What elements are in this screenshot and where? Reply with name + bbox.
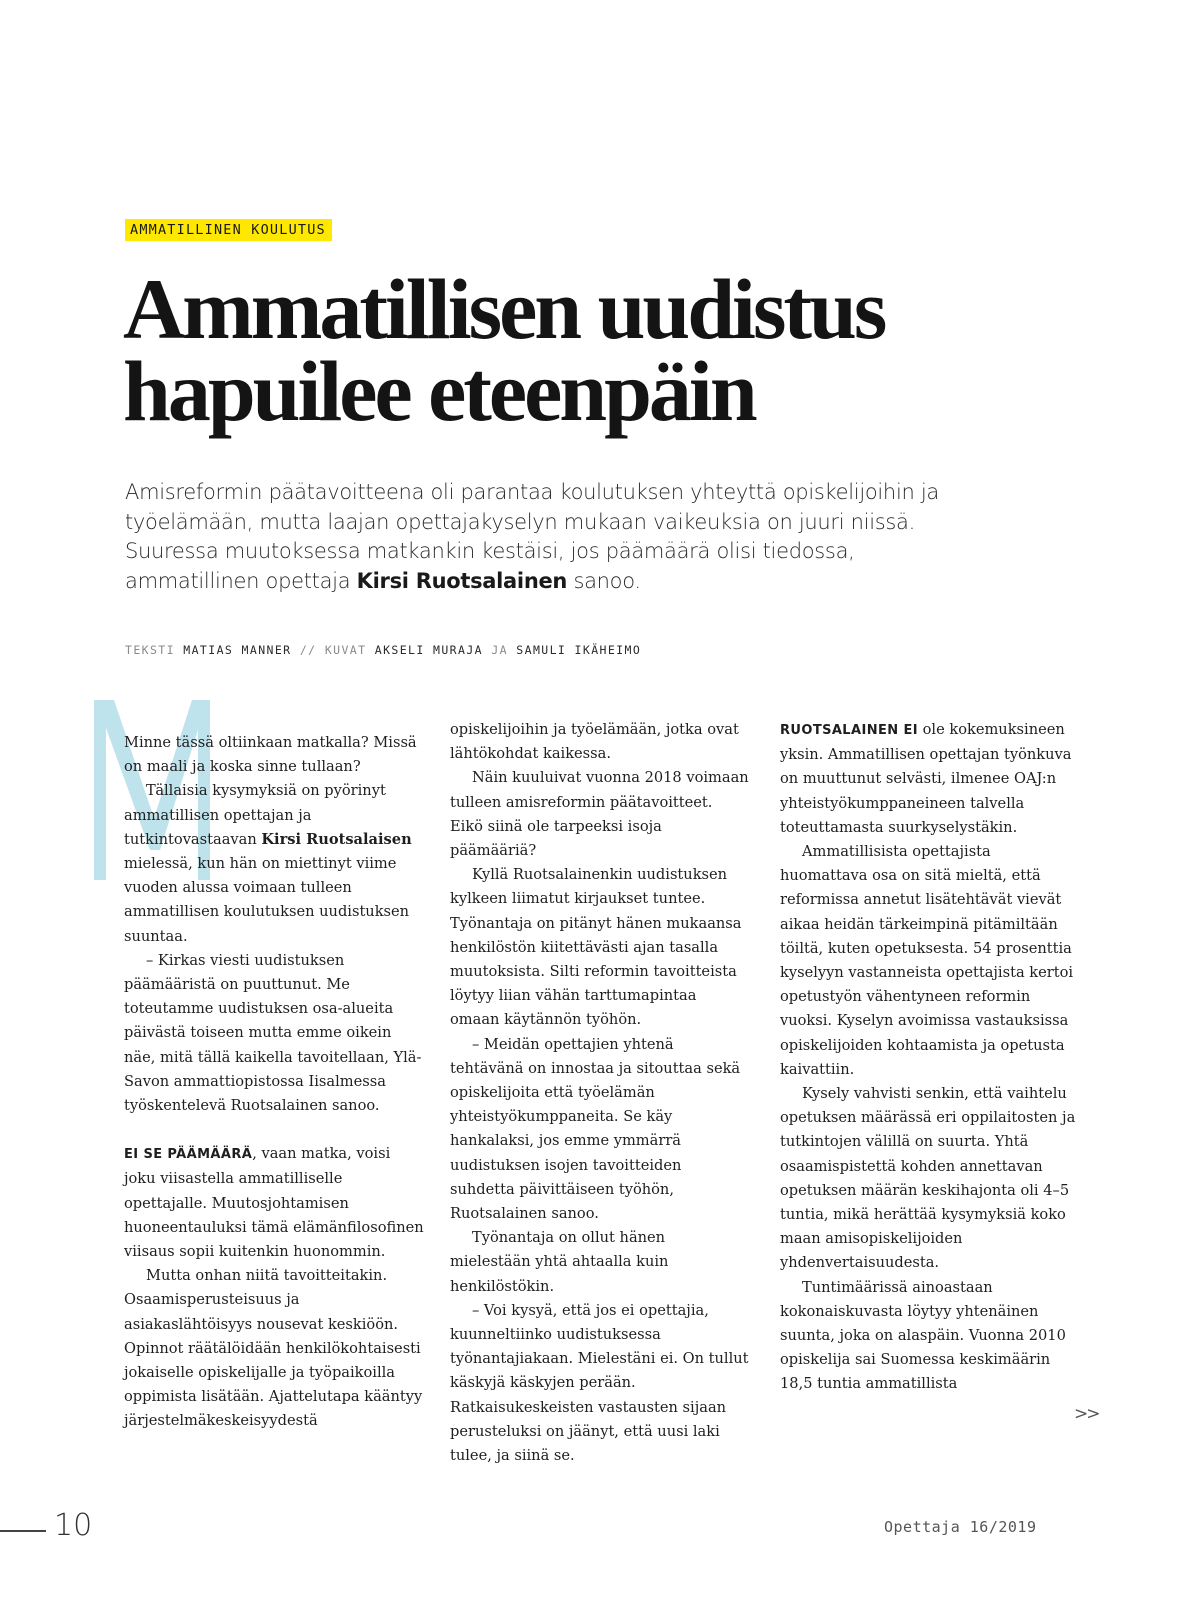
byline-photographer-1: AKSELI MURAJA	[374, 643, 483, 657]
continue-arrow-icon: >>	[1074, 1404, 1099, 1424]
paragraph-text: , vaan matka, voisi joku viisastella ammatilliselle opettajalle. Muutosjohtamisen huoneentauluksi tämä elämänfilosofinen viisaus sopii kuitenkin huonommin.	[124, 1145, 424, 1261]
paragraph-text: mielessä, kun hän on miettinyt viime vuoden alussa voimaan tulleen ammatillisen koulutuksen uudistuksen suuntaa.	[124, 855, 410, 945]
paragraph-text: Tällaisia kysymyksiä on pyörinyt ammatillisen opettajan ja tutkintovastaavan	[124, 782, 386, 848]
headline-line-1: Ammatillisen uudistus	[123, 261, 885, 357]
magazine-issue: Opettaja 16/2019	[884, 1518, 1037, 1536]
article-column-2	[450, 718, 750, 1468]
article-column-1	[124, 731, 424, 1434]
article-lead	[125, 478, 945, 596]
paragraph: Kyllä Ruotsalainenkin uudistuksen kylkeen liimatut kirjaukset tuntee. Työnantaja on pitänyt hänen mukaansa henkilöstön kiitettävästi ajan tasalla muutoksista. Silti reformin tavoitteista löytyy liian vähän tarttumapintaa omaan käytännön työhön.	[450, 866, 742, 1029]
byline-photos-label: KUVAT	[324, 643, 367, 657]
byline-and: JA	[491, 643, 508, 657]
paragraph: Kysely vahvisti senkin, että vaihtelu opetuksen määrässä eri oppilaitosten ja tutkintojen välillä on suurta. Yhtä osaamispistettä kohden annettavan opetuksen määrän keskihajonta oli 4–5 tuntia, mikä herättää kysymyksiä koko maan amisopiskelijoiden yhdenvertaisuudesta.	[780, 1085, 1076, 1272]
lead-text: Amisreformin päätavoitteena oli parantaa koulutuksen yhteyttä opiskelijoihin ja työelämään, mutta laajan opettajakyselyn mukaan vaikeuksia on juuri niissä. Suuressa muutoksessa matkankin kestäisi, jos päämäärä olisi tiedossa, ammatillinen opettaja	[125, 480, 939, 593]
byline-separator: //	[299, 643, 317, 657]
section-lead-in: RUOTSALAINEN EI	[780, 723, 918, 738]
lead-text-end: sanoo.	[567, 568, 641, 593]
paragraph	[780, 718, 1080, 840]
paragraph	[124, 779, 424, 948]
byline-author: MATIAS MANNER	[183, 643, 292, 657]
paragraph: Ammatillisista opettajista huomattava osa on sitä mieltä, että reformissa annetut lisätehtävät vievät aikaa heidän tärkeimpinä pitämiltään töiltä, kuten opetuksesta. 54 prosenttia kyselyyn vastanneista opettajista kertoi opetustyön vähentyneen reformin vuoksi. Kyselyn avoimissa vastauksissa opiskelijoiden kohtaamista ja opetusta kaivattiin.	[780, 843, 1074, 1078]
page-number: 10	[54, 1508, 93, 1543]
byline	[125, 643, 641, 657]
paragraph: – Kirkas viesti uudistuksen päämääristä on puuttunut. Me toteutamme uudistuksen osa-alueita päivästä toiseen mutta emme oikein näe, mitä tällä kaikella tavoitellaan, Ylä-Savon ammattiopistossa Iisalmessa työskentelevä Ruotsalainen sanoo.	[124, 951, 422, 1115]
article-headline	[123, 261, 1023, 439]
paragraph: Näin kuuluivat vuonna 2018 voimaan tulleen amisreformin päätavoitteet. Eikö siinä ole tarpeeksi isoja päämääriä?	[450, 769, 749, 860]
byline-text-label: TEKSTI	[125, 643, 175, 657]
paragraph: – Voi kysyä, että jos ei opettajia, kuunneltiinko uudistuksessa työnantajiakaan. Mielestäni ei. On tullut käskyjä käskyjen perään. Ratkaisukeskeisten vastausten sijaan perusteluksi on jäänyt, että uusi laki tulee, ja siinä se.	[450, 1301, 749, 1465]
headline-line-2: hapuilee eteenpäin	[123, 343, 755, 439]
lead-name: Kirsi Ruotsalainen	[356, 568, 568, 593]
section-lead-in: EI SE PÄÄMÄÄRÄ	[124, 1147, 253, 1163]
paragraph: Tuntimäärissä ainoastaan kokonaiskuvasta löytyy yhtenäinen suunta, joka on alaspäin. Vuonna 2010 opiskelija sai Suomessa keskimäärin 18,5 tuntia ammatillista	[780, 1278, 1066, 1393]
paragraph	[124, 1142, 424, 1264]
paragraph: – Meidän opettajien yhtenä tehtävänä on innostaa ja sitouttaa sekä opiskelijoita että työelämän yhteistyökumppaneita. Se käy hankalaksi, jos emme ymmärrä uudistuksen isojen tavoitteiden suhdetta päivittäiseen työhön, Ruotsalainen sanoo.	[450, 1035, 741, 1223]
section-kicker: AMMATILLINEN KOULUTUS	[125, 219, 332, 241]
byline-photographer-2: SAMULI IKÄHEIMO	[516, 643, 642, 657]
paragraph: Minne tässä oltiinkaan matkalla? Missä on maali ja koska sinne tullaan?	[124, 734, 417, 776]
paragraph: Työnantaja on ollut hänen mielestään yhtä ahtaalla kuin henkilöstökin.	[450, 1229, 669, 1295]
highlighted-name: Kirsi Ruotsalaisen	[261, 830, 412, 848]
paragraph-text: ole kokemuksineen yksin. Ammatillisen opettajan työnkuva on muuttunut selvästi, ilmenee OAJ:n yhteistyökumppaneineen talvella toteuttamasta suurkyselystäkin.	[780, 721, 1072, 836]
paragraph: opiskelijoihin ja työelämään, jotka ovat lähtökohdat kaikessa.	[450, 721, 739, 763]
article-column-3	[780, 718, 1080, 1397]
paragraph: Mutta onhan niitä tavoitteitakin. Osaamisperusteisuus ja asiakaslähtöisyys nousevat keskiöön. Opinnot räätälöidään henkilökohtaisesti jokaiselle opiskelijalle ja työpaikoilla oppimista lisätään. Ajattelutapa kääntyy järjestelmäkeskeisyydestä	[124, 1267, 423, 1430]
footer-rule	[0, 1530, 46, 1532]
